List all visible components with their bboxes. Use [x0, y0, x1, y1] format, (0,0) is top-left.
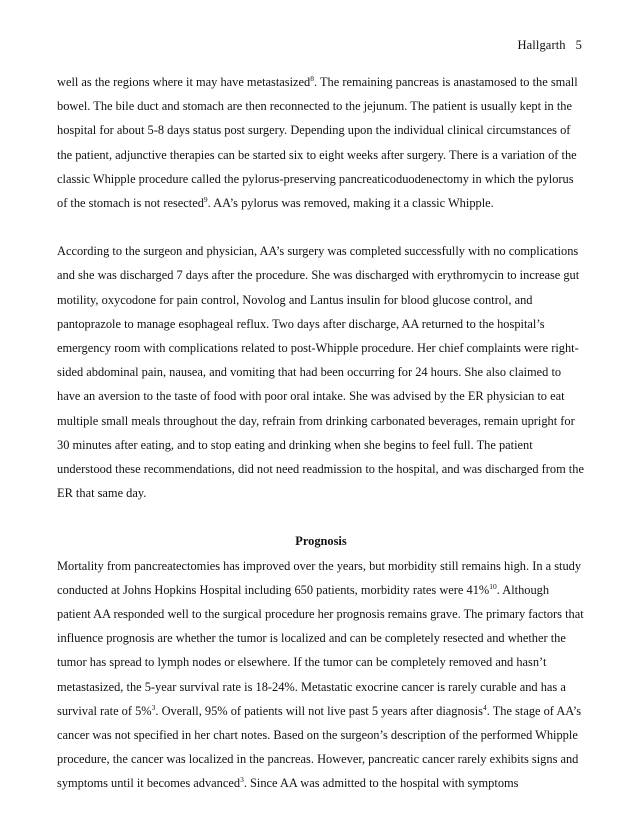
citation-superscript: 4 — [482, 702, 487, 712]
citation-superscript: 8 — [310, 73, 314, 83]
citation-superscript: 9 — [203, 194, 208, 204]
text-run: . Although patient AA responded well to the surgical procedure her prognosis remains grave. The primary factors that influence prognosis are whether the tumor is localized and can be completely resected and whether the tumor has spread to lymph nodes or elsewhere. If the tumor can be completely removed and hasn’t metastasized, the 5-year survival rate is 18-24%. Metastatic exocrine cancer is rarely curable and has a survival rate of 5% — [57, 582, 584, 718]
text-run: . AA’s pylorus was removed, making it a classic Whipple. — [207, 196, 494, 211]
header-author: Hallgarth — [517, 38, 566, 52]
text-run: . The stage of AA’s cancer was not specified in her chart notes. Based on the surgeon’s description of the performed Whipple procedure, the cancer was localized in the pancreas. However, pancreatic cancer rarely exhibits signs and symptoms until it becomes advanced — [57, 703, 582, 791]
citation-superscript: 10 — [489, 581, 497, 591]
section-heading-prognosis: Prognosis — [295, 534, 347, 549]
paragraph-post-surgery — [57, 239, 585, 505]
paragraph-whipple-procedure — [57, 70, 585, 215]
text-run: According to the surgeon and physician, AA’s surgery was completed successfully with no complications and she was discharged 7 days after the procedure. She was discharged with erythromycin to increase gut motility, oxycodone for pain control, Novolog and Lantus insulin for blood glucose control, and pantoprazole to manage esophageal reflux. Two days after discharge, AA returned to the hospital’s emergency room with complications related to post-Whipple procedure. Her chief complaints were right-sided abdominal pain, nausea, and vomiting that had been occurring for 24 hours. She also claimed to have an aversion to the taste of food with poor oral intake. She was advised by the ER physician to eat multiple small meals throughout the day, refrain from drinking carbonated beverages, remain upright for 30 minutes after eating, and to stop eating and drinking when she begins to feel full. The patient understood these recommendations, did not need readmission to the hospital, and was discharged from the ER that same day. — [57, 244, 584, 501]
body-text — [57, 70, 585, 796]
text-run: Mortality from pancreatectomies has improved over the years, but morbidity still remains high. In a study conducted at Johns Hopkins Hospital including 650 patients, morbidity rates were 41% — [57, 558, 582, 597]
running-header — [518, 38, 582, 53]
paragraph-prognosis — [57, 554, 585, 796]
citation-superscript: 3 — [151, 702, 156, 712]
text-run: . The remaining pancreas is anastamosed to the small bowel. The bile duct and stomach are then reconnected to the jejunum. The patient is usually kept in the hospital for about 5-8 days status post surgery. Depending upon the individual clinical circumstances of the patient, adjunctive therapies can be started six to eight weeks after surgery. There is a variation of the classic Whipple procedure called the pylorus-preserving pancreaticoduodenectomy in which the pylorus of the stomach is not resected — [57, 75, 578, 211]
text-run: well as the regions where it may have metastasized — [57, 75, 311, 89]
citation-superscript: 3 — [240, 775, 244, 785]
text-run: . Overall, 95% of patients will not live past 5 years after diagnosis — [155, 703, 483, 718]
text-run: . Since AA was admitted to the hospital with symptoms — [243, 776, 519, 791]
header-page-number: 5 — [575, 38, 582, 52]
